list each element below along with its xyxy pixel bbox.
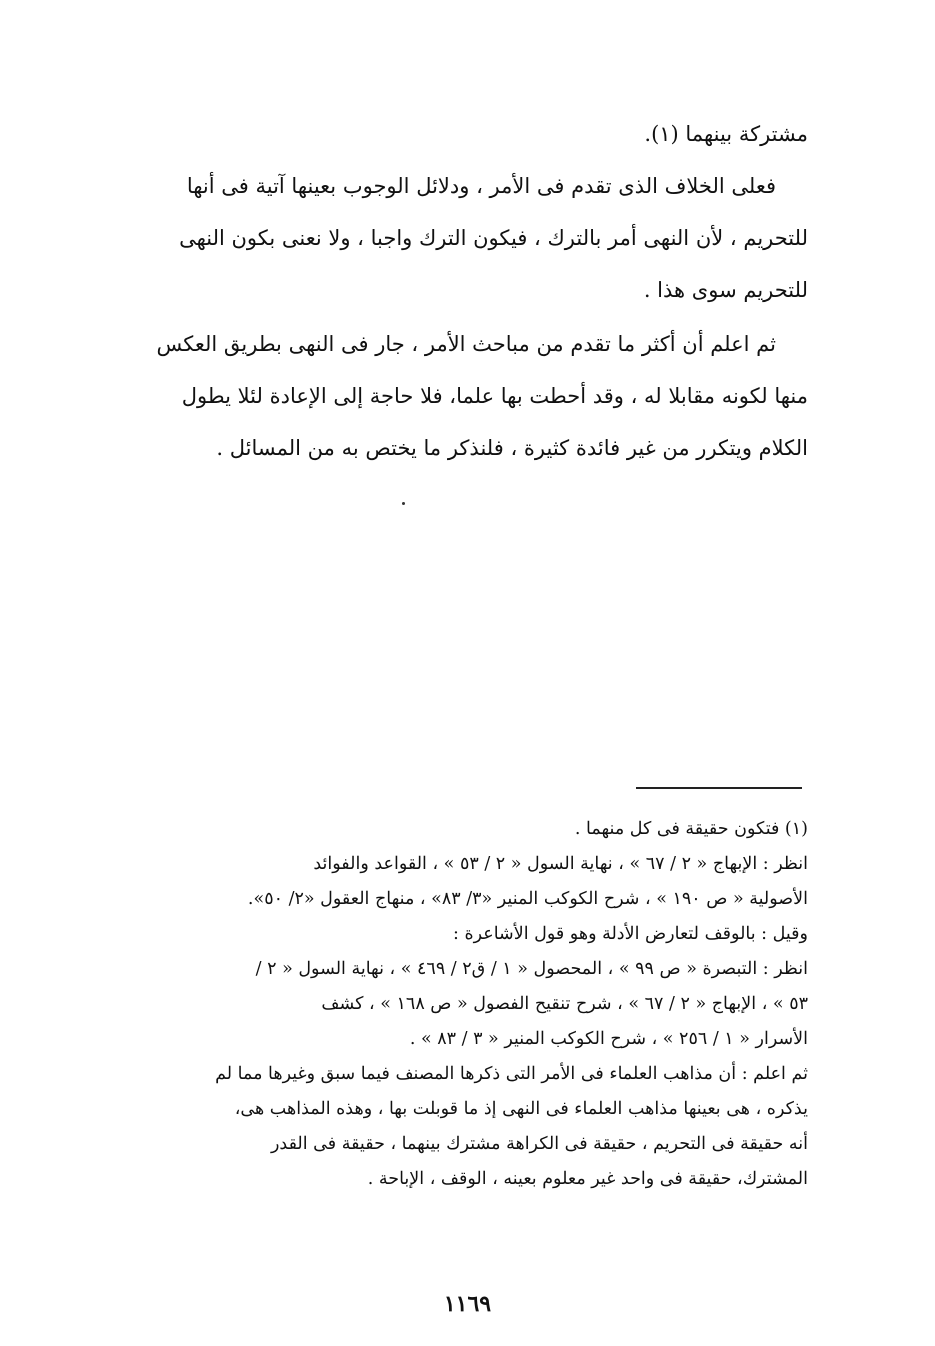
paragraph-line: فعلى الخلاف الذى تقدم فى الأمر ، ودلائل الوجوب بعينها آتية فى أنها xyxy=(186,174,776,198)
footnote-line: ٥٣ » ، الإبهاج « ٢ / ٦٧ » ، شرح تنقيح الفصول « ص ١٦٨ » ، كشف xyxy=(321,994,808,1014)
paragraph-line: منها لكونه مقابلا له ، وقد أحطت بها علما، فلا حاجة إلى الإعادة لئلا يطول xyxy=(181,384,808,408)
scan-speck xyxy=(402,502,405,505)
footnote-line: أنه حقيقة فى التحريم ، حقيقة فى الكراهة مشترك بينهما ، حقيقة فى القدر xyxy=(270,1134,808,1154)
paragraph-line: الكلام ويتكرر من غير فائدة كثيرة ، فلنذكر ما يختص به من المسائل . xyxy=(216,436,808,460)
footnote-line: يذكره ، هى بعينها مذاهب العلماء فى النهى إذ ما قوبلت بها ، وهذه المذاهب هى، xyxy=(234,1099,808,1119)
footnote-line: وقيل : بالوقف لتعارض الأدلة وهو قول الأشاعرة : xyxy=(453,924,808,944)
paragraph-line: للتحريم سوى هذا . xyxy=(643,278,808,302)
footnote-line: ثم اعلم : أن مذاهب العلماء فى الأمر التى ذكرها المصنف فيما سبق وغيرها مما لم xyxy=(215,1064,808,1084)
paragraph-line: للتحريم ، لأن النهى أمر بالترك ، فيكون الترك واجبا ، ولا نعنى بكون النهى xyxy=(179,226,808,250)
footnote-line: المشترك، حقيقة فى واحد غير معلوم بعينه ، الوقف ، الإباحة . xyxy=(367,1169,808,1189)
footnote-line: (١) فتكون حقيقة فى كل منهما . xyxy=(574,819,808,839)
paragraph-1 xyxy=(96,160,808,316)
paragraph-2 xyxy=(96,318,808,474)
footnote-line: انظر : التبصرة « ص ٩٩ » ، المحصول « ١ / ق٢ / ٤٦٩ » ، نهاية السول « ٢ / xyxy=(255,959,808,979)
footnote-line: انظر : الإبهاج « ٢ / ٦٧ » ، نهاية السول « ٢ / ٥٣ » ، القواعد والفوائد xyxy=(313,854,808,874)
page-number: ١١٦٩ xyxy=(443,1291,492,1317)
footnote-line: الأسرار « ١ / ٢٥٦ » ، شرح الكوكب المنير « ٣ / ٨٣ » . xyxy=(409,1029,808,1049)
footnotes xyxy=(92,812,808,1197)
footnote-line: الأصولية « ص ١٩٠ » ، شرح الكوكب المنير «٣/ ٨٣» ، منهاج العقول «٢/ ٥٠». xyxy=(247,889,808,909)
footnote-separator xyxy=(636,787,802,789)
paragraph-line: ثم اعلم أن أكثر ما تقدم من مباحث الأمر ، جار فى النهى بطريق العكس xyxy=(156,332,776,356)
continuation-line: مشتركة بينهما (١). xyxy=(644,122,808,146)
